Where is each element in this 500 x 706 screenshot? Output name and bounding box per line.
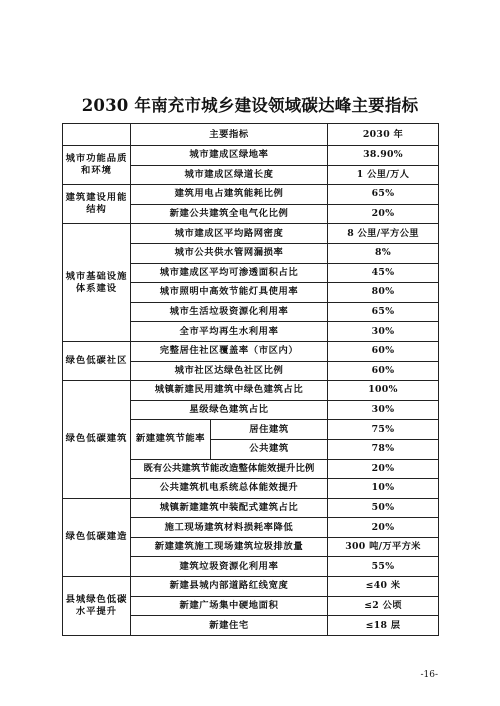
indicator-name: 新建公共建筑全电气化比例 xyxy=(131,204,328,224)
category-cell: 建筑建设用能结构 xyxy=(63,185,131,224)
indicator-value: 8% xyxy=(328,243,439,263)
indicator-name: 城市建成区平均可渗透面积占比 xyxy=(131,263,328,283)
indicator-value: 65% xyxy=(328,302,439,322)
indicator-name: 城市建成区绿地率 xyxy=(131,146,328,166)
indicator-name: 城市社区达绿色社区比例 xyxy=(131,361,328,381)
indicator-name: 新建住宅 xyxy=(131,616,328,636)
page-number: -16- xyxy=(420,670,438,680)
indicator-name: 城市公共供水管网漏损率 xyxy=(131,243,328,263)
table-row xyxy=(63,224,439,244)
indicator-value: 60% xyxy=(328,361,439,381)
indicator-value: 300 吨/万平方米 xyxy=(328,537,439,557)
table-row xyxy=(63,341,439,361)
indicator-value: 50% xyxy=(328,498,439,518)
indicator-value: ≤18 层 xyxy=(328,616,439,636)
indicator-table xyxy=(62,123,439,636)
indicator-name: 城市建成区平均路网密度 xyxy=(131,224,328,244)
table-row xyxy=(63,498,439,518)
indicator-value: 45% xyxy=(328,263,439,283)
category-cell: 绿色低碳社区 xyxy=(63,341,131,380)
indicator-name: 新建建筑施工现场建筑垃圾排放量 xyxy=(131,537,328,557)
header-indicator: 主要指标 xyxy=(131,124,328,146)
indicator-value: 8 公里/平方公里 xyxy=(328,224,439,244)
document-title: 2030 年南充市城乡建设领域碳达峰主要指标 xyxy=(81,96,419,115)
indicator-value: 75% xyxy=(328,420,439,440)
indicator-name: 施工现场建筑材料损耗率降低 xyxy=(131,518,328,538)
indicator-name: 新建广场集中硬地面积 xyxy=(131,596,328,616)
category-cell: 城市基础设施体系建设 xyxy=(63,224,131,342)
indicator-value: 60% xyxy=(328,341,439,361)
category-cell: 城市功能品质和环境 xyxy=(63,146,131,185)
indicator-value: ≤40 米 xyxy=(328,577,439,597)
table-row xyxy=(63,381,439,401)
indicator-name: 城市生活垃圾资源化利用率 xyxy=(131,302,328,322)
sub-category-cell: 新建建筑节能率 xyxy=(131,420,211,459)
indicator-name: 建筑垃圾资源化利用率 xyxy=(131,557,328,577)
indicator-value: 30% xyxy=(328,322,439,342)
indicator-value: ≤2 公顷 xyxy=(328,596,439,616)
category-cell: 绿色低碳建造 xyxy=(63,498,131,576)
indicator-value: 38.90% xyxy=(328,146,439,166)
indicator-name: 完整居住社区覆盖率（市区内） xyxy=(131,341,328,361)
indicator-value: 10% xyxy=(328,479,439,499)
table-row xyxy=(63,146,439,166)
indicator-name: 城市照明中高效节能灯具使用率 xyxy=(131,283,328,303)
indicator-name: 既有公共建筑节能改造整体能效提升比例 xyxy=(131,459,328,479)
indicator-name: 新建县城内部道路红线宽度 xyxy=(131,577,328,597)
category-cell: 县城绿色低碳水平提升 xyxy=(63,577,131,636)
indicator-value: 78% xyxy=(328,439,439,459)
indicator-value: 65% xyxy=(328,185,439,205)
indicator-value: 1 公里/万人 xyxy=(328,165,439,185)
indicator-name: 城市建成区绿道长度 xyxy=(131,165,328,185)
category-cell: 绿色低碳建筑 xyxy=(63,381,131,499)
indicator-value: 100% xyxy=(328,381,439,401)
indicator-name: 公共建筑 xyxy=(211,439,328,459)
indicator-name: 城镇新建民用建筑中绿色建筑占比 xyxy=(131,381,328,401)
indicator-value: 20% xyxy=(328,518,439,538)
indicator-name: 建筑用电占建筑能耗比例 xyxy=(131,185,328,205)
table-row xyxy=(63,577,439,597)
header-empty-cell xyxy=(63,124,131,146)
indicator-value: 20% xyxy=(328,204,439,224)
table-row xyxy=(63,185,439,205)
indicator-name: 城镇新建建筑中装配式建筑占比 xyxy=(131,498,328,518)
indicator-value: 20% xyxy=(328,459,439,479)
indicator-value: 55% xyxy=(328,557,439,577)
indicator-name: 全市平均再生水利用率 xyxy=(131,322,328,342)
indicator-value: 30% xyxy=(328,400,439,420)
indicator-name: 星级绿色建筑占比 xyxy=(131,400,328,420)
table-header-row xyxy=(63,124,439,146)
indicator-name: 公共建筑机电系统总体能效提升 xyxy=(131,479,328,499)
indicator-name: 居住建筑 xyxy=(211,420,328,440)
header-year: 2030 年 xyxy=(328,124,439,146)
indicator-value: 80% xyxy=(328,283,439,303)
